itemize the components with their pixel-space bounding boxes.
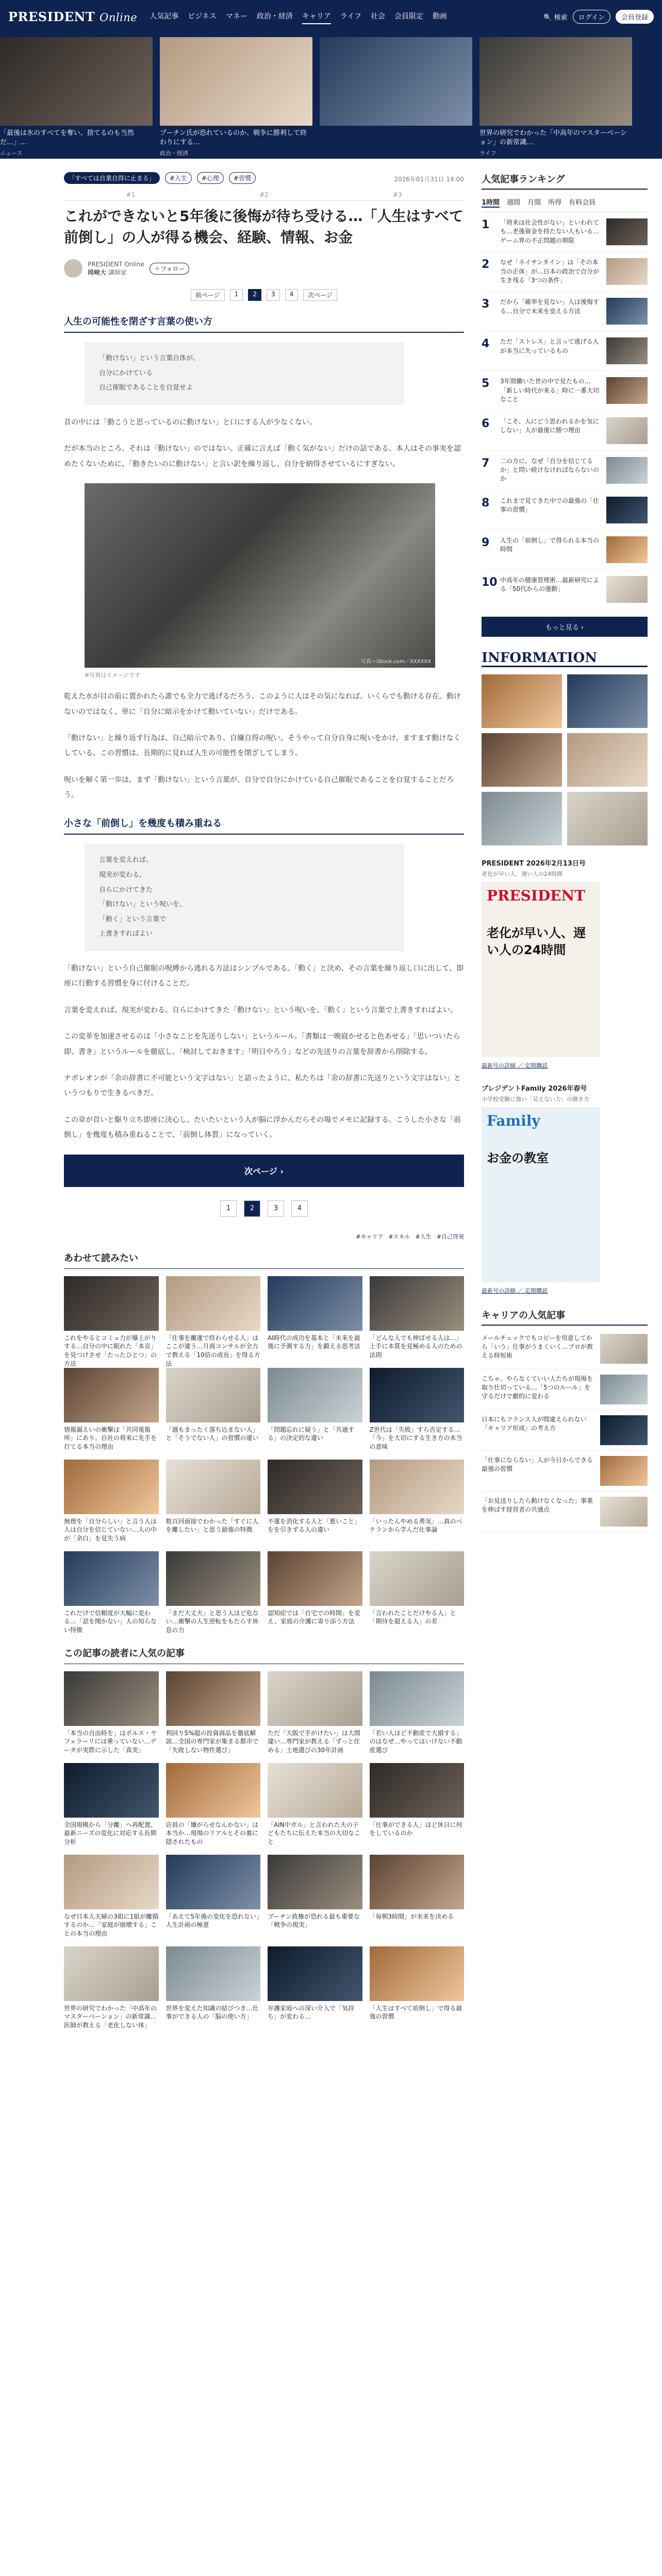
career-item[interactable] <box>482 1369 648 1410</box>
article-card[interactable] <box>64 1671 159 1756</box>
article-card[interactable] <box>166 1368 261 1452</box>
career-item[interactable] <box>482 1451 648 1492</box>
ranking-thumbnail[interactable] <box>606 337 648 364</box>
carousel-category: ライフ <box>479 150 496 157</box>
article-thumbnail[interactable] <box>370 1460 465 1514</box>
page-number[interactable]: 1 <box>220 1200 237 1217</box>
article-card[interactable] <box>370 1763 465 1848</box>
bottom-tags <box>64 1232 464 1241</box>
information-banners <box>482 674 648 845</box>
ranking-item[interactable] <box>482 530 648 570</box>
site-header <box>0 0 662 33</box>
article-card-title[interactable]: 「言われたことだけやる人」と「期待を超える人」の差 <box>369 1609 456 1625</box>
readers-heading: この記事の読者に人気の記事 <box>64 1646 464 1664</box>
article-card[interactable] <box>268 1460 362 1544</box>
article-card-title[interactable]: 「仕事を離運で終わらせる人」はここが違う…月商コンサルが全力で教える「10倍の成長」を得る方法 <box>166 1334 260 1367</box>
carousel-image[interactable] <box>479 37 632 126</box>
article-thumbnail[interactable] <box>64 1551 159 1606</box>
ranking-item[interactable] <box>482 451 648 490</box>
pager-link[interactable]: 3 <box>267 289 280 301</box>
info-banner[interactable] <box>482 792 562 845</box>
article-card[interactable] <box>166 1276 261 1367</box>
quote-line: 「動けない」という言葉自体が、 <box>99 354 200 363</box>
article-card-title[interactable]: 「若い人ほど不動産で大損する」のはなぜ…やってはいけない不動産選び <box>369 1729 462 1754</box>
article-thumbnail[interactable] <box>64 1946 159 2001</box>
article-thumbnail[interactable] <box>268 1460 362 1514</box>
ranking-title[interactable]: 「こそ、人にどう思われるかを気にしない」人が最後に勝つ理由 <box>500 417 599 434</box>
article-card[interactable] <box>64 1946 159 2031</box>
ranking-thumbnail[interactable] <box>606 536 648 563</box>
pull-quote-1 <box>85 342 404 405</box>
ranking-thumbnail[interactable] <box>606 457 648 484</box>
ranking-title[interactable]: 二の方に、なぜ「自分を信じてるか」と問い続けなければならないのか <box>500 457 600 483</box>
article-card-title[interactable]: 「まだ大丈夫」と思う人ほど危ない…衝撃の人生逆転をもたらす休息の力 <box>166 1609 259 1634</box>
ranking-tab[interactable]: 月間 <box>527 199 541 207</box>
ranking-item[interactable] <box>482 212 648 252</box>
article-card-title[interactable]: 世界を変えた知識の結びつき…仕事ができる人の「脳の使い方」 <box>166 2004 259 2021</box>
article-card-title[interactable]: 情報漏えいの衝撃は「共同電報所」にあり。自社の将来に先手を打てる本当の理由 <box>64 1426 157 1451</box>
career-item[interactable] <box>482 1492 648 1532</box>
magazine-subtitle: 老化が早い人、遅い人の24時間 <box>482 870 562 877</box>
featured-carousel <box>0 33 662 159</box>
author-role: 講師家 <box>108 268 127 276</box>
article-card-title[interactable]: ただ「大阪で手がけたい」は大間違い…専門家が教える「ずっと住める」土地選びの30年計画 <box>268 1729 361 1754</box>
cover-headline: 老化が早い人、遅い人の24時間 <box>487 925 586 958</box>
information-heading: INFORMATION <box>482 650 648 667</box>
ranking-item[interactable] <box>482 411 648 451</box>
article-thumbnail[interactable] <box>64 1763 159 1818</box>
article-tag[interactable]: #心理 <box>197 172 224 184</box>
bottom-tag[interactable]: #自己啓発 <box>436 1233 464 1240</box>
career-thumbnail[interactable] <box>600 1497 648 1527</box>
recommend-heading: あわせて読みたい <box>64 1251 464 1269</box>
ranking-list <box>482 212 648 609</box>
article-card[interactable] <box>370 1368 465 1452</box>
article-thumbnail[interactable] <box>64 1276 159 1331</box>
register-button[interactable]: 会員登録 <box>616 10 654 24</box>
article-card-title[interactable]: 弁護家庭への深い介入で「気持ち」が変わる… <box>268 2004 355 2021</box>
career-item[interactable] <box>482 1329 648 1369</box>
ranking-number: 4 <box>482 337 490 351</box>
career-thumbnail[interactable] <box>600 1456 648 1486</box>
ranking-thumbnail[interactable] <box>606 377 648 404</box>
page-number[interactable]: 4 <box>291 1200 308 1217</box>
article-card[interactable] <box>370 1671 465 1756</box>
article-thumbnail[interactable] <box>370 1763 465 1818</box>
article-thumbnail[interactable] <box>268 1855 362 1909</box>
article-card[interactable] <box>268 1671 362 1756</box>
paragraph: 言葉を変えれば、現実が変わる。自らにかけてきた「動けない」という呪いを、「動く」という言葉で上書きすればよい。 <box>64 1006 457 1014</box>
career-title[interactable]: 「仕事にならない」人が今日からできる最強の習慣 <box>482 1456 593 1473</box>
article-card-title[interactable]: 「問題忘れに疑う」と「共通する」の決定的な違い <box>268 1426 355 1442</box>
pager-link[interactable]: 次ページ <box>303 289 337 301</box>
career-thumbnail[interactable] <box>600 1375 648 1404</box>
quote-line: 現実が変わる。 <box>99 871 146 879</box>
article-card-title[interactable]: 不運を消化する人と「悪いこと」をを引きずる人の違い <box>268 1517 361 1534</box>
carousel-category: 政治・経済 <box>160 150 188 157</box>
ranking-title[interactable]: 3年間働いた世の中で見たもの…「新しい時代が来る」時に一番大切なこと <box>500 378 600 403</box>
ranking-thumbnail[interactable] <box>606 576 648 603</box>
ranking-number: 3 <box>482 298 490 311</box>
article-thumbnail[interactable] <box>166 1855 261 1909</box>
quote-line: 「動けない」という呪いを、 <box>99 901 187 909</box>
site-logo[interactable]: PRESIDENT Online <box>8 9 138 24</box>
bottom-tag[interactable]: #人生 <box>415 1233 432 1240</box>
ranking-title[interactable]: 人生の「前倒し」で得られる本当の時間 <box>500 536 600 553</box>
ranking-title[interactable]: なぜ「ネイサンタイン」は「その本当の正体」が…日本の政治で自分が生き残る「3つの条件」 <box>500 259 600 284</box>
next-page-button[interactable]: 次ページ › <box>64 1155 464 1187</box>
ranking-tab[interactable]: 1時間 <box>482 197 500 208</box>
carousel-card[interactable] <box>160 37 312 157</box>
article-thumbnail[interactable] <box>268 1763 362 1818</box>
career-title[interactable]: 日本にもフランス人が間違えられない「キャリア形成」の考え方 <box>482 1415 587 1432</box>
sidebar <box>482 172 648 2031</box>
article-card-title[interactable]: プーチン政権が恐れる最も重要な「戦争の現実」 <box>268 1912 360 1929</box>
ranking-number: 9 <box>482 536 490 549</box>
article-thumbnail[interactable] <box>64 1855 159 1909</box>
article-card[interactable] <box>64 1276 159 1367</box>
article-card[interactable] <box>268 1276 362 1361</box>
carousel-title[interactable]: 世界の研究でわかった「中高年のマスターベーション」の新常識… <box>479 129 627 146</box>
article-thumbnail[interactable] <box>370 1855 465 1909</box>
article-thumbnail[interactable] <box>370 1946 465 2001</box>
info-banner[interactable] <box>567 733 648 787</box>
ranking-thumbnail[interactable] <box>606 258 648 285</box>
ranking-thumbnail[interactable] <box>606 497 648 523</box>
ranking-thumbnail[interactable] <box>606 218 648 245</box>
article-main <box>64 172 464 2031</box>
article-card-title[interactable]: AI時代の成功を基本と「未来を最後に予測する力」を鍛える思考法 <box>268 1334 361 1350</box>
ranking-title[interactable]: 中高年の健康管理術…最新研究による「50代からの運動」 <box>500 576 600 593</box>
career-title[interactable]: メールチェックでもコピーを用意してから「いう」仕事がうまくいく…プロが教える時短術 <box>482 1334 593 1360</box>
nav-item[interactable]: 動画 <box>433 12 448 21</box>
quote-line: 言葉を変えれば、 <box>99 856 153 865</box>
info-banner[interactable] <box>567 674 648 728</box>
bottom-pager <box>64 1200 464 1217</box>
article-thumbnail[interactable] <box>166 1946 261 2001</box>
carousel-image[interactable] <box>160 37 312 126</box>
ranking-heading: 人気記事ランキング <box>482 172 648 190</box>
source-label: PRESIDENT Online <box>88 260 144 268</box>
pager-link[interactable]: 2 <box>248 289 261 301</box>
ranking-item[interactable] <box>482 570 648 609</box>
magazine-cover[interactable] <box>482 882 600 1057</box>
ranking-thumbnail[interactable] <box>606 417 648 444</box>
article-card[interactable] <box>166 1460 261 1544</box>
career-thumbnail[interactable] <box>600 1334 648 1364</box>
article-card[interactable] <box>268 1946 362 2031</box>
cover-title: PRESIDENT <box>487 887 586 904</box>
series-step[interactable]: #2 <box>259 191 269 198</box>
article-card-title[interactable]: 認知症では「自宅での時間」を変え、家庭の介護に寄り添う方法 <box>268 1609 361 1625</box>
nav-item[interactable]: 人気記事 <box>150 12 179 21</box>
magazine-cover[interactable] <box>482 1107 600 1282</box>
paragraph: 呪いを解く第一歩は、まず「動けない」という言葉が、自分で自分にかけている自己催眠であることを自覚することだろう。 <box>64 775 454 800</box>
magazine-list <box>482 858 648 1295</box>
bottom-tag[interactable]: #スキル <box>388 1233 410 1240</box>
article-thumbnail[interactable] <box>268 1946 362 2001</box>
article-card[interactable] <box>64 1460 159 1544</box>
magazine-links[interactable]: 最新号の詳細 ／ 定期購読 <box>482 1287 548 1294</box>
pull-quote-2 <box>85 844 404 951</box>
carousel-title[interactable]: プーチン氏が恐れているのか、戦争に勝利して終わりにする… <box>160 129 307 146</box>
article-card-title[interactable]: 無理を「自分らしい」と言う人は人は自分を信じていない…人の中が「余白」を見失う病 <box>64 1517 157 1543</box>
pager-link[interactable]: 前ページ <box>191 289 225 301</box>
ranking-title[interactable]: 「将来は社会性がない」といわれても…老後資金を持たない人もいる…ゲーム界の不正問題の期限 <box>500 219 600 244</box>
article-card[interactable] <box>268 1551 362 1636</box>
ranking-tab[interactable]: 有料会員 <box>569 199 596 207</box>
carousel-image[interactable] <box>320 37 472 126</box>
article-tag[interactable]: 「すべては自業自得に止まる」 <box>64 172 160 184</box>
article-card-title[interactable]: 「本当の自由時を」はボルエ・ヤフェラーリには乗っていない…データが実際に示した「真実」 <box>64 1729 157 1754</box>
cover-headline: お金の教室 <box>487 1150 549 1165</box>
article-card-title[interactable]: Z世代は「失敗」すら否定する…「今」を大切にする生き方の本当の意味 <box>369 1426 462 1451</box>
top-pager <box>64 289 464 301</box>
magazine-heading: PRESIDENT 2026年2月13日号 <box>482 859 586 868</box>
article-card[interactable] <box>370 1276 465 1361</box>
article-card[interactable] <box>370 1855 465 1939</box>
magazine-heading: プレジデントFamily 2026年春号 <box>482 1084 587 1093</box>
ranking-number: 8 <box>482 496 490 510</box>
article-card[interactable] <box>268 1763 362 1848</box>
pager-link[interactable]: 4 <box>285 289 299 301</box>
article-card[interactable] <box>370 1460 465 1544</box>
article-card[interactable] <box>166 1855 261 1939</box>
article-title: これができないと5年後に後悔が待ち受ける…「人生はすべて前倒し」の人が得る機会、経験、情報、お金 <box>64 208 464 246</box>
search-button[interactable]: 🔍 検索 <box>543 13 568 22</box>
ranking-item[interactable] <box>482 371 648 411</box>
ranking-more-button[interactable]: もっと見る › <box>482 617 648 637</box>
photo-caption: ※写真はイメージです <box>85 672 140 679</box>
ranking-item[interactable] <box>482 331 648 371</box>
article-card-title[interactable]: 世界の研究でわかった「中高年のマスターベーション」の新常識…医師が教える「老化しない体」 <box>64 2004 157 2029</box>
photo-credit: 写真＝iStock.com／XXXXXX <box>360 659 431 665</box>
ranking-title[interactable]: ただ「ストレス」と言って逃げる人が本当に失っているもの <box>500 338 599 354</box>
article-card[interactable] <box>166 1671 261 1756</box>
nav-item[interactable]: マネー <box>225 12 247 21</box>
article-tag[interactable]: #習慣 <box>229 172 256 184</box>
paragraph: ナポレオンが「余の辞書に不可能という文字はない」と語ったように、私たちは「余の辞書に先送りという文字はない」というつもりで生きるべきだ。 <box>64 1074 461 1098</box>
career-item[interactable] <box>482 1410 648 1451</box>
article-thumbnail[interactable] <box>166 1671 261 1726</box>
series-steps <box>64 191 464 201</box>
quote-line: 「動く」という言葉で <box>99 915 167 923</box>
article-thumbnail[interactable] <box>64 1460 159 1514</box>
article-thumbnail[interactable] <box>166 1368 261 1422</box>
article-thumbnail[interactable] <box>370 1671 465 1726</box>
carousel-category: ニュース <box>0 150 23 157</box>
article-tag[interactable]: #人生 <box>165 172 192 184</box>
carousel-card[interactable] <box>479 37 632 157</box>
paragraph: 昔の中には「動こうと思っているのに動けない」と口にする人が少なくない。 <box>64 418 317 427</box>
ranking-item[interactable] <box>482 292 648 331</box>
article-thumbnail[interactable] <box>166 1551 261 1606</box>
ranking-item[interactable] <box>482 490 648 530</box>
article-card[interactable] <box>64 1551 159 1636</box>
article-card[interactable] <box>166 1763 261 1848</box>
career-title[interactable]: 「お見送りしたら動けなくなった」事業を伸ばす経営者の共通点 <box>482 1497 593 1514</box>
carousel-card[interactable] <box>320 37 472 149</box>
career-list <box>482 1329 648 1532</box>
article-thumbnail[interactable] <box>370 1551 465 1606</box>
article-thumbnail[interactable] <box>64 1671 159 1726</box>
magazine-subtitle: 小学校受験に強い「見えない力」の磨き方 <box>482 1095 589 1103</box>
article-card[interactable] <box>166 1551 261 1636</box>
career-thumbnail[interactable] <box>600 1415 648 1445</box>
article-thumbnail[interactable] <box>268 1671 362 1726</box>
carousel-title[interactable]: 「最後は氷のすべてを奪い、捨てるのも当然だ…」… <box>0 129 134 146</box>
article-card-title[interactable]: なぜ日本人夫婦の3組に1組が離婚するのか…「家庭が崩壊する」ことの本当の理由 <box>64 1912 159 1938</box>
ranking-tab[interactable]: 週間 <box>507 199 521 207</box>
author-avatar <box>64 259 82 278</box>
readers-grid <box>64 1671 464 2031</box>
ranking-item[interactable] <box>482 252 648 292</box>
recommend-grid <box>64 1276 464 1636</box>
paragraph: だが本当のところ、それは「動けない」のではない。正確に言えば「動く気がない」だけの話である。本人はその事実を認めたくないために、「動きたいのに動けない」と言い訳を繰り返し、自分を納得させているにすぎない。 <box>64 445 461 468</box>
article-card[interactable] <box>370 1551 465 1636</box>
paragraph: 乾えた水が目の前に置かれたら誰でも全力で逃げるだろう。このように人はその気になれば、いくらでも動ける存在。動けないのではなく、単に「自分に暗示をかけて動いていない」だけである。 <box>64 692 461 716</box>
series-step[interactable]: #3 <box>392 191 402 198</box>
article-card-title[interactable]: 「どんな人でも伸ばせる人は…」上手に本質を見極める人のための法則 <box>369 1334 462 1359</box>
article-card-title[interactable]: これだけで信頼度が大幅に変わる…「話を聞かない」人の知らない特徴 <box>64 1609 157 1634</box>
article-card-title[interactable]: 店員の「嫌がらせなんかない」は本当か…現場のリアルとその裏に隠されたもの <box>166 1821 259 1846</box>
article-card[interactable] <box>370 1946 465 2031</box>
ranking-number: 10 <box>482 575 498 589</box>
ranking-tab[interactable]: 所得 <box>548 199 562 207</box>
ranking-title[interactable]: だから「確率を見ない」人は後悔する…自分で未来を変える方法 <box>500 298 600 315</box>
paragraph: 「動けない」と繰り返す行為は、自己暗示であり、自嫌自得の呪い。そうやって自分自身に呪いをかけ、ますます動けなくしている。この習慣は、長期的に見れば人生の可能性を閉ざしてしまう。 <box>64 734 461 758</box>
ranking-number: 5 <box>482 377 490 391</box>
ranking-number: 7 <box>482 456 490 470</box>
quote-line: 上書きすればよい <box>99 930 153 938</box>
page-number[interactable]: 2 <box>244 1200 260 1217</box>
article-photo <box>85 483 435 668</box>
article-thumbnail[interactable] <box>166 1460 261 1514</box>
article-card-title[interactable]: 「毎朝3時間」が未来を決める <box>369 1912 454 1920</box>
quote-line: 自らにかけてきた <box>99 886 153 894</box>
follow-button[interactable]: ＋フォロー <box>150 263 189 275</box>
nav-item[interactable]: ライフ <box>340 12 362 21</box>
nav-item[interactable]: キャリア <box>302 9 331 24</box>
page-number[interactable]: 3 <box>268 1200 284 1217</box>
article-thumbnail[interactable] <box>370 1276 465 1331</box>
carousel-image[interactable] <box>0 37 153 126</box>
article-thumbnail[interactable] <box>166 1763 261 1818</box>
nav-item[interactable]: 会員限定 <box>394 12 424 21</box>
main-nav <box>150 9 543 24</box>
author-block <box>64 259 464 278</box>
article-card[interactable] <box>64 1368 159 1452</box>
article-card-title[interactable]: これをやるとコミュ力が爆上がりする…自分の中に眠れた「本音」を見つけさせ「たったひとつ」の方法 <box>64 1334 157 1367</box>
article-card-title[interactable]: 「仕事ができる人」ほど休日に何をしているのか <box>369 1821 462 1837</box>
article-thumbnail[interactable] <box>166 1276 261 1331</box>
article-card[interactable] <box>166 1946 261 2031</box>
article-card[interactable] <box>64 1855 159 1939</box>
nav-item[interactable]: 社会 <box>371 12 386 21</box>
article-thumbnail[interactable] <box>268 1551 362 1606</box>
login-button[interactable]: ログイン <box>573 10 610 24</box>
paragraph: この変革を加速させるのは「小さなことを先送りしない」というルール。「書類は一晩寝かせると色あせる」「思いついたら即、書き」というルールを徹底し、「検討しておきます」「明日やろう」などの先送りの言葉を辞書から削除する。 <box>64 1032 460 1056</box>
article-card-title[interactable]: 数百回面接でわかった「すぐに人を離したい」と思う最強の特徴 <box>166 1517 259 1534</box>
ranking-number: 1 <box>482 218 490 231</box>
cover-title: Family <box>487 1112 540 1129</box>
article-card[interactable] <box>268 1368 362 1452</box>
quote-line: 自分にかけている <box>99 369 153 377</box>
magazine-links[interactable]: 最新号の詳細 ／ 定期購読 <box>482 1062 548 1069</box>
article-thumbnail[interactable] <box>268 1276 362 1331</box>
ranking-title[interactable]: これまで見てきた中での最強の「仕事の習慣」 <box>500 497 600 514</box>
article-thumbnail[interactable] <box>268 1368 362 1422</box>
info-banner[interactable] <box>482 674 562 728</box>
paragraph: この章が首いと駆り立ち即座に決心し、たいたいという人が脳に浮かんだらその場でメモに記録する。こうした小さな「前倒し」を幾度も積み重ねることで、「前倒し体質」になっていく。 <box>64 1115 461 1140</box>
career-title[interactable]: こちゃ、やらなくていい人たちが現場を取り仕切っている…「5つのルール」を守るだけで劇的に変わる <box>482 1375 593 1400</box>
section-heading-2: 小さな「前倒し」を幾度も積み重ねる <box>64 816 464 835</box>
nav-item[interactable]: ビジネス <box>188 12 217 21</box>
article-card-title[interactable]: 「人生はすべて前倒し」で得る最強の習慣 <box>369 2004 462 2021</box>
article-card-title[interactable]: 「あえて5年後の変化を恐れない」人生計画の極意 <box>166 1912 260 1929</box>
ranking-tabs <box>482 193 648 212</box>
info-banner[interactable] <box>567 792 648 845</box>
article-card[interactable] <box>64 1763 159 1848</box>
publish-date: 2026年01月31日 14:00 <box>394 176 464 183</box>
series-step[interactable]: #1 <box>126 191 136 198</box>
career-heading: キャリアの人気記事 <box>482 1308 648 1326</box>
section-heading-1: 人生の可能性を閉ざす言葉の使い方 <box>64 314 464 333</box>
ranking-thumbnail[interactable] <box>606 298 648 325</box>
author-name[interactable]: 岡崎大 <box>88 268 107 276</box>
pager-link[interactable]: 1 <box>230 289 243 301</box>
nav-item[interactable]: 政治・経済 <box>256 12 293 21</box>
quote-line: 自己催眠であることを自覚せよ <box>99 384 193 392</box>
info-banner[interactable] <box>482 733 562 787</box>
article-thumbnail[interactable] <box>64 1368 159 1422</box>
article-card-title[interactable]: 利回り5%超の投資商品を徹底解説…全国の専門家が集まる都市で「失敗しない物件選び」 <box>166 1729 259 1754</box>
article-card[interactable] <box>268 1855 362 1939</box>
article-card-title[interactable]: 「いったんやめる勇気」…真のベテランから学んだ仕事論 <box>369 1517 462 1534</box>
article-card-title[interactable]: 「週もまったく落ち込まない人」と「そうでない人」の習慣の違い <box>166 1426 259 1442</box>
article-card-title[interactable]: 全国規模から「分離」へ再配置、最新ニーズの変化に対応する長期分析 <box>64 1821 157 1846</box>
ranking-number: 2 <box>482 258 490 272</box>
carousel-card[interactable] <box>0 37 153 157</box>
paragraph: 「動けない」という自己催眠の呪縛から逃れる方法はシンプルである。「動く」と決め、その言葉を繰り返し口に出して、即座に行動する習慣を身に付けることだ。 <box>64 964 464 988</box>
article-card-title[interactable]: 「AIN中ガル」と言われた夫の子どもたちに伝えた本当の大切なこと <box>268 1821 361 1846</box>
bottom-tag[interactable]: #キャリア <box>356 1233 384 1240</box>
ranking-number: 6 <box>482 417 490 430</box>
article-thumbnail[interactable] <box>370 1368 465 1422</box>
